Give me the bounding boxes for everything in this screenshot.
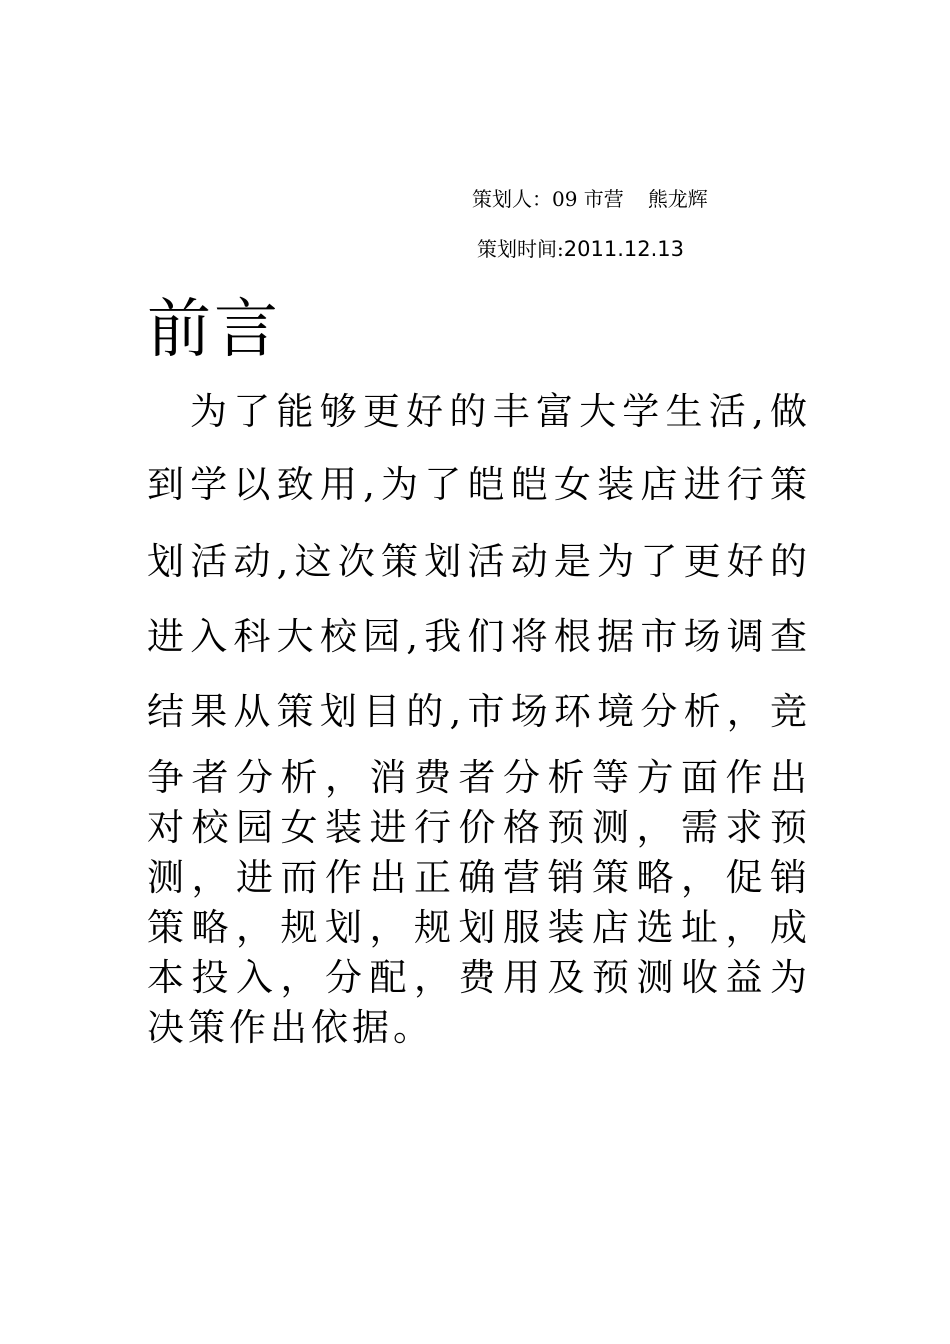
paragraph-line-6: 争者分析，消费者分析等方面作出 <box>147 756 807 799</box>
paragraph-line-2: 到学以致用,为了皑皑女装店进行策 <box>147 463 807 506</box>
paragraph-line-9: 策略，规划，规划服装店选址，成 <box>147 906 807 949</box>
planner-value: 09 市营 <box>552 187 624 211</box>
paragraph-line-10: 本投入，分配，费用及预测收益为 <box>147 956 807 999</box>
paragraph-line-5: 结果从策划目的,市场环境分析，竞 <box>147 690 807 733</box>
paragraph-line-8: 测，进而作出正确营销策略，促销 <box>147 856 807 899</box>
plan-time-label: 策划时间: <box>477 237 564 261</box>
planner-name: 熊龙辉 <box>647 187 708 211</box>
planner-line <box>472 187 708 211</box>
plan-time-value: 2011.12.13 <box>563 237 684 261</box>
paragraph-line-7: 对校园女装进行价格预测，需求预 <box>147 806 807 849</box>
paragraph-line-1: 为了能够更好的丰富大学生活,做 <box>190 390 807 433</box>
planner-label: 策划人： <box>472 187 552 211</box>
paragraph-line-11: 决策作出依据。 <box>147 1006 434 1049</box>
section-title: 前言 <box>147 293 281 367</box>
paragraph-line-4: 进入科大校园,我们将根据市场调查 <box>147 615 807 658</box>
paragraph-line-3: 划活动,这次策划活动是为了更好的 <box>147 540 807 583</box>
plan-time-line <box>477 237 684 261</box>
